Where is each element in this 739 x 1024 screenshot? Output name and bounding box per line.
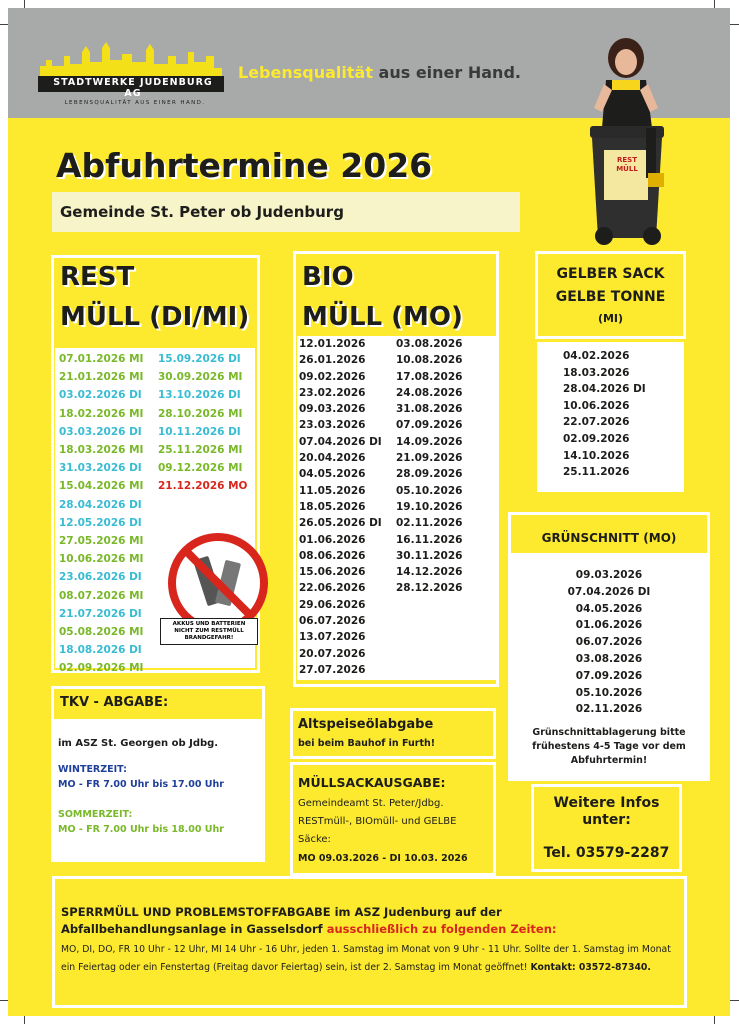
date-entry: 08.06.2026 — [299, 549, 366, 562]
date-entry: 09.03.2026 — [299, 403, 366, 416]
date-entry: 14.09.2026 — [396, 435, 463, 448]
sperrmuell-body-text: MO, DI, DO, FR 10 Uhr - 12 Uhr, MI 14 Uhr - 16 Uhr, jeden 1. Samstag im Monat von 9 Uhr - 11 Uhr. Sollte der 1. Samstag im Monat ein Feiertag oder ein Fenstertag (Freitag davor Feiertag) sein, ist der 2. Samstag im Monat geöffnet! — [61, 944, 671, 973]
date-entry: 22.06.2026 — [299, 582, 366, 595]
gelber-sack-box — [535, 251, 686, 339]
date-entry: 06.07.2026 — [299, 615, 366, 628]
sperrmuell-box — [52, 876, 687, 1008]
date-entry: 21.01.2026 MI — [59, 371, 144, 384]
date-entry: 02.09.2026 MI — [59, 662, 144, 675]
date-entry: 23.02.2026 — [299, 386, 366, 399]
date-entry: 10.08.2026 — [396, 354, 463, 367]
tkv-heading: TKV - ABGABE: — [60, 695, 169, 710]
date-entry: 05.10.2026 — [396, 484, 463, 497]
date-entry: 13.10.2026 DI — [158, 389, 241, 402]
date-entry: 20.07.2026 — [299, 647, 366, 660]
date-entry: 01.06.2026 — [299, 533, 366, 546]
gruenschnitt-heading-bar — [511, 515, 707, 553]
date-entry: 08.07.2026 MI — [59, 589, 144, 602]
gelber-sack-dates — [563, 348, 646, 481]
tkv-summer-hours: MO - FR 7.00 Uhr bis 18.00 Uhr — [58, 824, 224, 835]
date-entry: 02.11.2026 — [575, 703, 643, 716]
muellsack-line4: MO 09.03.2026 - DI 10.03. 2026 — [298, 853, 468, 864]
restmuell-heading-line1: REST — [60, 262, 135, 292]
date-entry: 03.08.2026 — [575, 652, 643, 665]
slogan — [238, 63, 521, 82]
muellsack-box — [290, 762, 496, 876]
date-entry: 22.07.2026 — [563, 416, 630, 429]
date-entry: 10.06.2026 — [563, 399, 630, 412]
date-entry: 30.11.2026 — [396, 549, 463, 562]
date-entry: 21.09.2026 — [396, 452, 463, 465]
slogan-highlight: Lebensqualität — [238, 63, 373, 82]
logo-tagline: LEBENSQUALITÄT AUS EINER HAND. — [64, 100, 206, 106]
date-entry: 10.06.2026 MI — [59, 553, 144, 566]
date-entry: 27.07.2026 — [299, 663, 366, 676]
biomuell-col2 — [396, 336, 462, 597]
date-entry: 21.07.2026 DI — [59, 607, 142, 620]
gelber-sack-heading-line3: (MI) — [597, 312, 624, 325]
date-entry: 20.04.2026 — [299, 452, 366, 465]
date-entry: 31.03.2026 DI — [59, 462, 142, 475]
sperrmuell-heading-times: ausschließlich zu folgenden Zeiten: — [326, 922, 557, 936]
date-entry: 15.04.2026 MI — [59, 480, 144, 493]
tkv-location: im ASZ St. Georgen ob Jdbg. — [58, 738, 219, 749]
date-entry: 12.01.2026 — [299, 338, 366, 350]
date-entry: 19.10.2026 — [396, 500, 463, 513]
flyer-sheet — [8, 8, 730, 1016]
date-entry: 28.12.2026 — [396, 582, 463, 595]
date-entry: 13.07.2026 — [299, 631, 366, 644]
date-entry: 12.05.2026 DI — [59, 516, 142, 529]
date-entry: 25.11.2026 — [563, 466, 630, 479]
date-entry: 15.06.2026 — [299, 566, 366, 579]
biomuell-heading-line1: BIO — [302, 262, 354, 292]
date-entry: 07.04.2026 DI — [567, 585, 651, 598]
sperrmuell-contact[interactable]: Kontakt: 03572-87340. — [530, 962, 651, 973]
muellsack-line1: Gemeindeamt St. Peter/Jdbg. — [298, 798, 444, 809]
date-entry: 18.05.2026 — [299, 500, 366, 513]
date-entry: 02.11.2026 — [396, 517, 463, 530]
date-entry: 05.08.2026 MI — [59, 626, 144, 639]
subtitle: Gemeinde St. Peter ob Judenburg — [60, 203, 344, 221]
date-entry: 24.08.2026 — [396, 386, 463, 399]
biomuell-heading-line2: MÜLL (MO) — [302, 302, 463, 332]
gelber-sack-list — [537, 342, 684, 492]
restmuell-col1 — [59, 350, 143, 678]
date-entry: 15.09.2026 DI — [158, 353, 241, 365]
date-entry: 07.09.2026 — [575, 669, 643, 682]
muellsack-heading: MÜLLSACKAUSGABE: — [298, 775, 446, 790]
tkv-winter-hours: MO - FR 7.00 Uhr bis 17.00 Uhr — [58, 779, 224, 790]
date-entry: 23.03.2026 — [299, 419, 366, 432]
date-entry: 18.03.2026 MI — [59, 444, 144, 457]
subtitle-bar — [52, 192, 520, 232]
date-entry: 28.04.2026 DI — [59, 498, 142, 511]
altspeiseoel-line2: bei beim Bauhof in Furth! — [298, 738, 436, 749]
slogan-rest: aus einer Hand. — [372, 63, 521, 82]
date-entry: 09.02.2026 — [299, 370, 366, 383]
tkv-winter-label: WINTERZEIT: — [58, 764, 127, 775]
date-entry: 23.06.2026 DI — [59, 571, 142, 584]
battery-warning-label: AKKUS UND BATTERIEN NICHT ZUM RESTMÜLL BRANDGEFAHR! — [160, 618, 258, 645]
logo-name: STADTWERKE JUDENBURG AG — [53, 77, 213, 99]
tkv-heading-bar — [54, 689, 262, 719]
date-entry: 05.10.2026 — [575, 686, 643, 699]
sperrmuell-heading-line1: SPERRMÜLL UND PROBLEMSTOFFABGABE im ASZ Judenburg auf der — [61, 905, 502, 919]
restmuell-col2 — [158, 350, 247, 496]
altspeiseoel-line1: Altspeiseölabgabe — [298, 717, 434, 732]
sperrmuell-heading-location: Abfallbehandlungsanlage in Gasselsdorf — [61, 922, 327, 936]
date-entry: 09.03.2026 — [575, 569, 643, 581]
date-entry: 07.01.2026 MI — [59, 353, 144, 365]
gruenschnitt-box — [508, 512, 710, 781]
date-entry: 29.06.2026 — [299, 598, 366, 611]
altspeiseoel-box — [290, 708, 496, 759]
tkv-summer-label: SOMMERZEIT: — [58, 809, 133, 820]
gruenschnitt-heading: GRÜNSCHNITT (MO) — [541, 531, 677, 545]
date-entry: 28.04.2026 DI — [563, 383, 646, 396]
muellsack-line3: Säcke: — [298, 834, 331, 845]
mascot-bin-illustration — [568, 28, 688, 250]
date-entry: 25.11.2026 MI — [158, 444, 243, 457]
date-entry: 04.02.2026 — [563, 350, 630, 362]
date-entry: 07.09.2026 — [396, 419, 463, 432]
date-entry: 14.12.2026 — [396, 566, 463, 579]
date-entry: 04.05.2026 — [299, 468, 366, 481]
date-entry: 26.01.2026 — [299, 354, 366, 367]
infos-box — [531, 784, 682, 872]
muellsack-line2: RESTmüll-, BIOmüll- und GELBE — [298, 816, 457, 827]
gruenschnitt-dates — [511, 567, 707, 718]
date-entry: 01.06.2026 — [575, 619, 643, 632]
date-entry: 18.03.2026 — [563, 366, 630, 379]
restmuell-heading-line2: MÜLL (DI/MI) — [60, 302, 250, 332]
date-entry: 16.11.2026 — [396, 533, 463, 546]
date-entry: 18.02.2026 MI — [59, 407, 144, 420]
date-entry: 17.08.2026 — [396, 370, 463, 383]
infos-line2: unter: — [582, 812, 631, 828]
date-entry: 03.02.2026 DI — [59, 389, 142, 402]
date-entry: 02.09.2026 — [563, 432, 630, 445]
date-entry: 11.05.2026 — [299, 484, 366, 497]
gelber-sack-heading-line2: GELBE TONNE — [555, 289, 666, 305]
date-entry: 03.08.2026 — [396, 338, 463, 350]
date-entry: 28.10.2026 MI — [158, 407, 243, 420]
page-title: Abfuhrtermine 2026 — [56, 146, 433, 185]
date-entry: 14.10.2026 — [563, 449, 630, 462]
biomuell-list — [297, 336, 497, 680]
sperrmuell-heading-line2 — [61, 922, 557, 936]
gruenschnitt-note: Grünschnittablagerung bitte frühestens 4-5 Tage vor dem Abfuhrtermin! — [532, 727, 686, 766]
bin-sticker-label: REST MÜLL — [616, 156, 638, 173]
date-entry: 07.04.2026 DI — [299, 435, 382, 448]
date-entry: 09.12.2026 MI — [158, 462, 243, 475]
date-entry: 10.11.2026 DI — [158, 425, 241, 438]
date-entry: 27.05.2026 MI — [59, 535, 144, 548]
infos-phone[interactable]: Tel. 03579-2287 — [543, 845, 670, 861]
tkv-box — [51, 686, 265, 862]
date-entry: 18.08.2026 DI — [59, 644, 142, 657]
infos-line1: Weitere Infos — [553, 795, 660, 811]
date-entry: 26.05.2026 DI — [299, 517, 382, 530]
date-entry: 30.09.2026 MI — [158, 371, 243, 384]
date-entry: 03.03.2026 DI — [59, 425, 142, 438]
biomuell-col1 — [299, 336, 382, 678]
date-entry: 31.08.2026 — [396, 403, 463, 416]
gelber-sack-heading-line1: GELBER SACK — [556, 266, 665, 282]
date-entry: 04.05.2026 — [575, 602, 643, 615]
restmuell-list — [55, 348, 255, 675]
sperrmuell-body — [61, 941, 676, 977]
date-entry: 21.12.2026 MO — [158, 480, 248, 493]
date-entry: 06.07.2026 — [575, 636, 643, 649]
date-entry: 28.09.2026 — [396, 468, 463, 481]
